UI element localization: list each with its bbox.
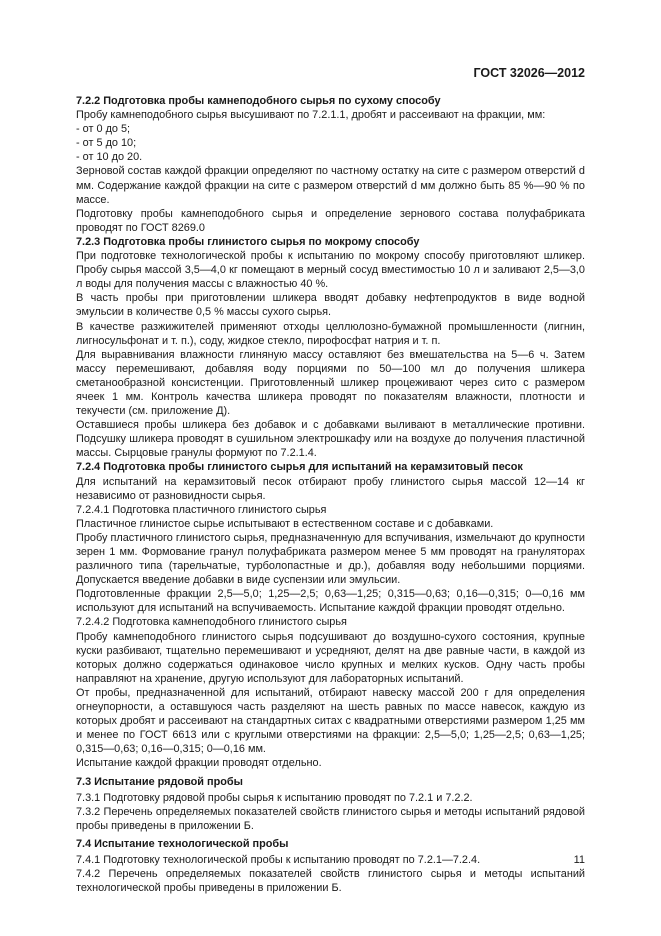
section-heading bbox=[76, 235, 585, 249]
paragraph: 7.2.4.1 Подготовка пластичного глинистого сырья bbox=[76, 503, 327, 516]
section-number: 7.3 bbox=[76, 775, 92, 788]
paragraph: Для испытаний на керамзитовый песок отбирают пробу глинистого сырья массой 12—14 кг независимо от разновидности сырья. bbox=[76, 475, 585, 502]
paragraph: Пробу камнеподобного сырья высушивают по 7.2.1.1, дробят и рассеивают на фракции, мм: bbox=[76, 109, 546, 122]
paragraph: 7.3.1 Подготовку рядовой пробы сырья к испытанию проводят по 7.2.1 и 7.2.2. bbox=[76, 791, 473, 804]
section-heading bbox=[76, 837, 585, 851]
paragraph: Для выравнивания влажности глиняную массу оставляют без вмешательства на 5—6 ч. Затем массу перемешивают, добавляя воду порциями по 50—100 мл до получения шликера сметанообразной консистенции. Приготовленный шликер процеживают через сито с размером ячеек 1 мм. Контроль качества шликера проводят по показателям влажности, плотности и текучести (см. приложение Д). bbox=[76, 348, 585, 418]
paragraph: 7.3.2 Перечень определяемых показателей свойств глинистого сырья и методы испытаний рядовой пробы приведены в приложении Б. bbox=[76, 805, 585, 832]
paragraph: В качестве разжижителей применяют отходы целлюлозно-бумажной промышленности (лигнин, лигносульфонат и т. п.), соду, жидкое стекло, пирофосфат натрия и т. п. bbox=[76, 320, 585, 347]
paragraph: Пластичное глинистое сырье испытывают в естественном составе и с добавками. bbox=[76, 517, 494, 530]
standard-number: ГОСТ 32026—2012 bbox=[473, 66, 585, 80]
section-number: 7.4 bbox=[76, 837, 92, 850]
section-heading bbox=[76, 94, 585, 108]
page-number: 11 bbox=[573, 854, 585, 866]
paragraph: 7.2.4.2 Подготовка камнеподобного глинистого сырья bbox=[76, 616, 347, 629]
paragraph: В часть пробы при приготовлении шликера вводят добавку нефтепродуктов в виде водной эмульсии в количестве 0,5 % массы сухого сырья. bbox=[76, 292, 585, 319]
section-number: 7.2.4 bbox=[76, 461, 101, 474]
section-number: 7.2.2 bbox=[76, 95, 101, 107]
section-title: Подготовка пробы глинистого сырья для испытаний на керамзитовый песок bbox=[103, 461, 523, 474]
paragraph: Подготовку пробы камнеподобного сырья и определение зернового состава полуфабриката проводят по ГОСТ 8269.0 bbox=[76, 207, 585, 234]
paragraph: Пробу пластичного глинистого сырья, предназначенную для вспучивания, измельчают до крупности зерен 1 мм. Формование гранул полуфабриката размером менее 5 мм проводят на грануляторах различного типа (тарельчатые, турболопастные и др.), добавляя воду небольшими порциями. Допускается введение добавки в виде суспензии или эмульсии. bbox=[76, 531, 585, 587]
paragraph: 7.4.1 Подготовку технологической пробы к испытанию проводят по 7.2.1—7.2.4. bbox=[76, 853, 481, 866]
section-title: Испытание рядовой пробы bbox=[94, 775, 243, 788]
section-title: Подготовка пробы камнеподобного сырья по сухому способу bbox=[103, 95, 441, 107]
paragraph: 7.4.2 Перечень определяемых показателей свойств глинистого сырья и методы испытаний технологической пробы приведены в приложении Б. bbox=[76, 868, 585, 895]
paragraph: От пробы, предназначенной для испытаний, отбирают навеску массой 200 г для определения огнеупорности, а оставшуюся часть разделяют на шесть равных по массе навесок, каждую из которых дробят и рассеивают на стандартных ситах с квадратными отверстиями размером 1,25 мм и менее по ГОСТ 6613 или с круглыми отверстиями на фракции: 2,5—5,0; 1,25—2,5; 0,63—1,25; 0,315—0,63; 0,16—0,315; 0—0,16 мм. bbox=[76, 686, 585, 756]
section-heading bbox=[76, 460, 585, 474]
paragraph: Подготовленные фракции 2,5—5,0; 1,25—2,5; 0,63—1,25; 0,315—0,63; 0,16—0,315; 0—0,16 мм используют для испытаний на вспучиваемость. Испытание каждой фракции проводят отдельно. bbox=[76, 588, 585, 615]
list-item: - от 5 до 10; bbox=[76, 137, 137, 150]
section-title: Испытание технологической пробы bbox=[94, 837, 289, 850]
paragraph: При подготовке технологической пробы к испытанию по мокрому способу приготовляют шликер. Пробу сырья массой 3,5—4,0 кг помещают в мерный сосуд вместимостью 10 л и заливают 2,5—3,0 л воды для получения массы с влажностью 40 %. bbox=[76, 250, 585, 291]
list-item: - от 10 до 20. bbox=[76, 151, 143, 164]
paragraph: Оставшиеся пробы шликера без добавок и с добавками выливают в металлические противни. Подсушку шликера проводят в сушильном электрошкафу или на воздухе до получения пластичной массы. Сырцовые гранулы формуют по 7.2.1.4. bbox=[76, 419, 585, 460]
section-number: 7.2.3 bbox=[76, 235, 101, 248]
list-item: - от 0 до 5; bbox=[76, 123, 131, 136]
section-title: Подготовка пробы глинистого сырья по мокрому способу bbox=[103, 235, 420, 248]
section-heading bbox=[76, 775, 585, 789]
paragraph: Зерновой состав каждой фракции определяют по частному остатку на сите с размером отверстий d мм. Содержание каждой фракции на сите с размером отверстий d мм должно быть 85 %—90 % по массе. bbox=[76, 165, 585, 206]
paragraph: Испытание каждой фракции проводят отдельно. bbox=[76, 757, 322, 770]
document-body bbox=[76, 94, 585, 895]
paragraph: Пробу камнеподобного глинистого сырья подсушивают до воздушно-сухого состояния, крупные куски разбивают, тщательно перемешивают и усредняют, делят на две равные части, в каждой из которых должно содержаться одинаковое число крупных и мелких кусков. Одну часть пробы направляют на хранение, другую используют для лабораторных испытаний. bbox=[76, 630, 585, 685]
